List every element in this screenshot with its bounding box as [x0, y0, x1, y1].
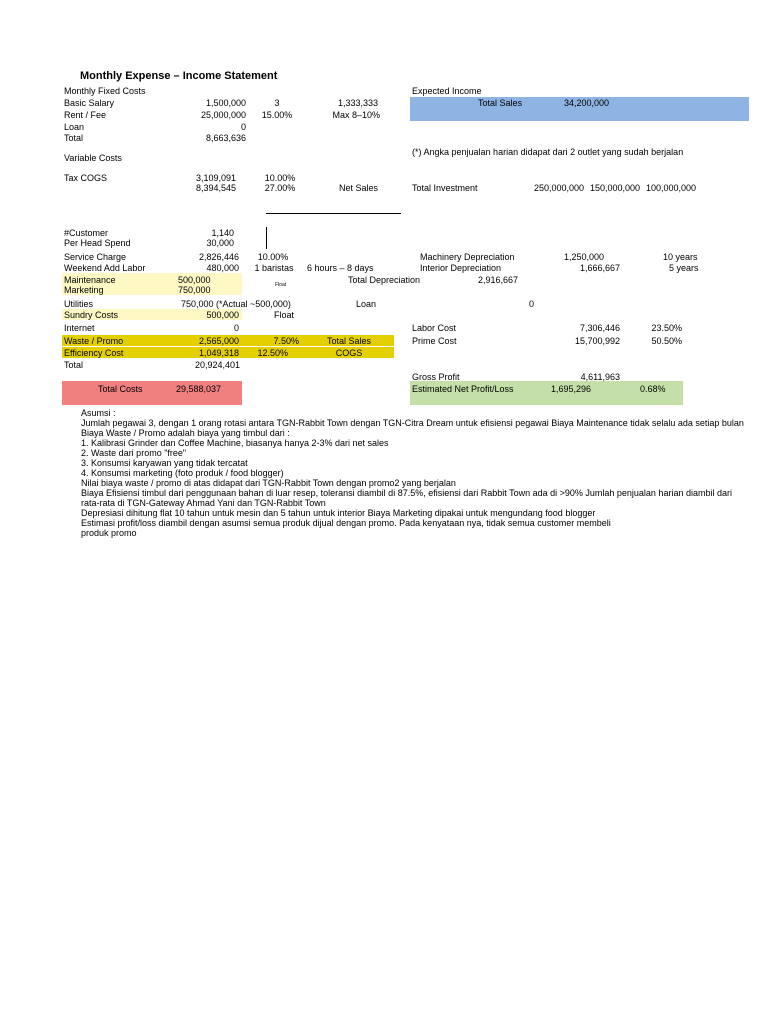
machinery-years: 10 years: [663, 252, 698, 262]
note-line: 1. Kalibrasi Grinder dan Coffee Machine, biasanya hanya 2-3% dari net sales: [81, 438, 389, 448]
utilities-loan-value: 0: [528, 299, 534, 309]
utilities-label: Utilities: [64, 299, 94, 309]
net-sales-label: Net Sales: [338, 183, 378, 193]
interior-years: 5 years: [669, 263, 699, 273]
labor-cost-pct: 23.50%: [651, 323, 682, 333]
tax-cogs-value-2: 8,394,545: [195, 183, 236, 193]
efficiency-pct: 12.50%: [257, 348, 288, 358]
page-title: Monthly Expense – Income Statement: [80, 70, 278, 82]
rent-label: Rent / Fee: [64, 110, 107, 120]
machinery-value: 1,250,000: [563, 252, 604, 262]
gross-profit-label: Gross Profit: [412, 372, 460, 382]
prime-cost-label: Prime Cost: [412, 336, 457, 346]
waste-value: 2,565,000: [198, 336, 239, 346]
weekend-labor-label: Weekend Add Labor: [64, 263, 146, 273]
weekend-labor-value: 480,000: [206, 263, 239, 273]
weekend-labor-baristas: 1 baristas: [254, 263, 294, 273]
utilities-loan-label: Loan: [356, 299, 377, 309]
loan-value: 0: [240, 122, 246, 132]
interior-value: 1,666,667: [579, 263, 620, 273]
total-costs-label: Total Costs: [98, 384, 143, 394]
marketing-label: Marketing: [64, 285, 104, 295]
rent-value: 25,000,000: [200, 110, 246, 120]
internet-value: 0: [233, 323, 239, 333]
marketing-value: 750,000: [178, 285, 211, 295]
note-line: 4. Konsumsi marketing (foto produk / food blogger): [81, 468, 284, 478]
total-investment-label: Total Investment: [412, 183, 478, 193]
per-head-label: Per Head Spend: [64, 238, 131, 248]
tax-cogs-pct-1: 10.00%: [264, 173, 296, 183]
maintenance-float-label: Float: [275, 282, 287, 288]
note-line: Biaya Efisiensi timbul dari penggunaan bahan di luar resep, toleransi diambil di 87.5%, efisiensi dari Rabbit Town ada di >90% Jumlah penjualan harian diambil dari: [81, 488, 732, 498]
service-charge-value: 2,826,446: [198, 252, 239, 262]
note-line: 3. Konsumsi karyawan yang tidak tercatat: [81, 458, 248, 468]
efficiency-label: Efficiency Cost: [64, 348, 124, 358]
net-sales-divider: [266, 213, 401, 214]
total-costs-value: 29,588,037: [176, 384, 222, 394]
labor-cost-label: Labor Cost: [412, 323, 457, 333]
note-line: Depresiasi dihitung flat 10 tahun untuk mesin dan 5 tahun untuk interior Biaya Marketing dipakai untuk mengundang food blogger: [81, 508, 596, 518]
variable-costs-heading: Variable Costs: [64, 153, 122, 163]
maintenance-value: 500,000: [178, 275, 211, 285]
per-head-value: 30,000: [206, 238, 234, 248]
note-line: Biaya Waste / Promo adalah biaya yang timbul dari :: [81, 428, 290, 438]
fixed-costs-heading: Monthly Fixed Costs: [64, 86, 146, 96]
vertical-divider: [266, 227, 267, 249]
note-line: rata-rata di TGN-Gateway Ahmad Yani dan TGN-Rabbit Town: [81, 498, 326, 508]
investment-value-3: 100,000,000: [646, 183, 697, 193]
total-depreciation-label: Total Depreciation: [348, 275, 421, 285]
loan-label: Loan: [64, 122, 85, 132]
tax-cogs-value-1: 3,109,091: [195, 173, 236, 183]
expected-income-heading: Expected Income: [412, 86, 482, 96]
investment-value-2: 150,000,000: [590, 183, 641, 193]
weekend-labor-hours: 6 hours – 8 days: [307, 263, 374, 273]
rent-pct: 15.00%: [261, 110, 293, 120]
basic-salary-count: 3: [274, 98, 280, 108]
prime-cost-pct: 50.50%: [651, 336, 682, 346]
variable-total-value: 20,924,401: [194, 360, 240, 370]
investment-value-1: 250,000,000: [534, 183, 585, 193]
sales-note: (*) Angka penjualan harian didapat dari 2 outlet yang sudah berjalan: [412, 147, 684, 157]
maintenance-label: Maintenance: [64, 275, 116, 285]
note-line: Nilai biaya waste / promo di atas didapat dari TGN-Rabbit Town dengan promo2 yang berjalan: [81, 478, 456, 488]
customer-label: #Customer: [64, 228, 109, 238]
note-line: Estimasi profit/loss diambil dengan asumsi semua produk dijual dengan promo. Pada kenyataan nya, tidak semua customer membeli: [81, 518, 611, 528]
utilities-value: 750,000 (*Actual ~500,000): [181, 299, 291, 309]
note-line: produk promo: [81, 528, 137, 538]
waste-tag: Total Sales: [326, 336, 372, 346]
sundry-float-label: Float: [273, 310, 294, 320]
basic-salary-label: Basic Salary: [64, 98, 115, 108]
fixed-total-label: Total: [64, 133, 84, 143]
machinery-label: Machinery Depreciation: [420, 252, 515, 262]
variable-total-label: Total: [64, 360, 84, 370]
waste-label: Waste / Promo: [64, 336, 124, 346]
service-charge-label: Service Charge: [64, 252, 127, 262]
sundry-value: 500,000: [206, 310, 239, 320]
efficiency-tag: COGS: [335, 348, 363, 358]
rent-note: Max 8–10%: [332, 110, 380, 120]
sundry-label: Sundry Costs: [64, 310, 119, 320]
internet-label: Internet: [64, 323, 95, 333]
total-sales-label: Total Sales: [478, 98, 523, 108]
total-sales-value: 34,200,000: [564, 98, 610, 108]
interior-label: Interior Depreciation: [420, 263, 502, 273]
basic-salary-value: 1,500,000: [205, 98, 246, 108]
total-depreciation-value: 2,916,667: [477, 275, 518, 285]
net-profit-pct: 0.68%: [640, 384, 666, 394]
customer-value: 1,140: [211, 228, 234, 238]
tax-cogs-label: Tax COGS: [64, 173, 108, 183]
notes-heading: Asumsi :: [81, 408, 116, 418]
tax-cogs-pct-2: 27.00%: [264, 183, 296, 193]
basic-salary-total: 1,333,333: [337, 98, 378, 108]
note-line: 2. Waste dari promo "free": [81, 448, 187, 458]
waste-pct: 7.50%: [273, 336, 299, 346]
net-profit-label: Estimated Net Profit/Loss: [412, 384, 514, 394]
prime-cost-value: 15,700,992: [574, 336, 620, 346]
service-charge-pct: 10.00%: [257, 252, 289, 262]
fixed-total-value: 8,663,636: [205, 133, 246, 143]
labor-cost-value: 7,306,446: [579, 323, 620, 333]
efficiency-value: 1,049,318: [198, 348, 239, 358]
note-line: Jumlah pegawai 3, dengan 1 orang rotasi antara TGN-Rabbit Town dengan TGN-Citra Dream untuk efisiensi pegawai Biaya Maintenance tidak selalu ada setiap bulan: [81, 418, 744, 428]
gross-profit-value: 4,611,963: [580, 372, 620, 382]
net-profit-value: 1,695,296: [551, 384, 592, 394]
